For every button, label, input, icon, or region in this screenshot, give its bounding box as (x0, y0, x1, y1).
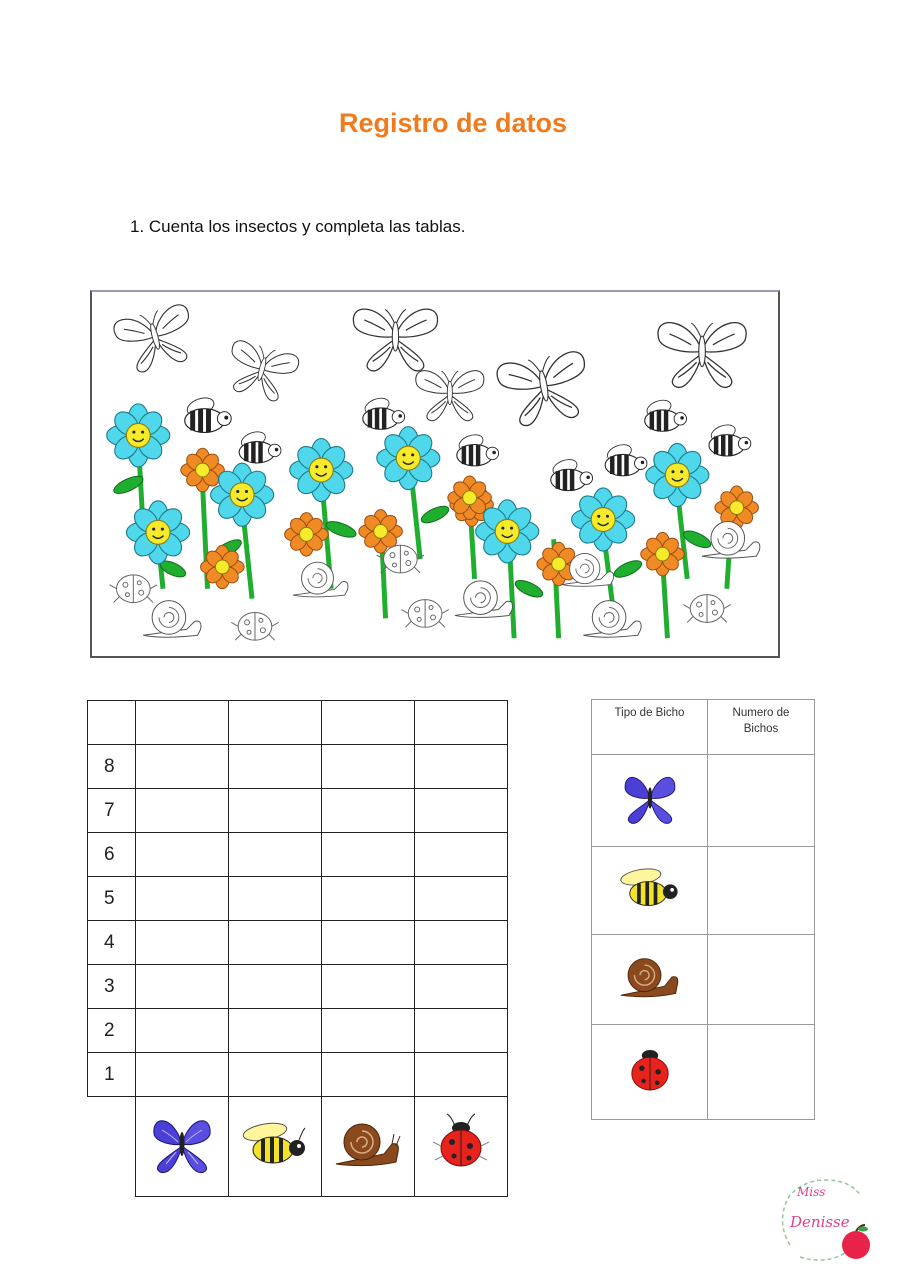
instruction-text: 1. Cuenta los insectos y completa las tablas. (130, 217, 466, 236)
tally-row-ladybug (592, 1025, 708, 1120)
grid-blank-cell (88, 1097, 136, 1197)
column-bee (229, 1097, 322, 1197)
grid-cell[interactable] (322, 833, 415, 877)
logo-line2: Denisse (790, 1213, 850, 1231)
y-axis-label: 6 (88, 833, 136, 877)
grid-cell[interactable] (136, 877, 229, 921)
grid-cell[interactable] (229, 833, 322, 877)
snail-icon (333, 1115, 403, 1173)
logo-line1: Miss (797, 1185, 826, 1199)
header-count-line2: Bichos (743, 723, 779, 735)
grid-cell[interactable] (322, 877, 415, 921)
grid-cell[interactable] (136, 1053, 229, 1097)
grid-cell[interactable] (322, 1053, 415, 1097)
grid-cell[interactable] (229, 1009, 322, 1053)
tally-count-cell[interactable] (708, 847, 815, 935)
tally-count-cell[interactable] (708, 755, 815, 847)
grid-cell[interactable] (322, 789, 415, 833)
miss-denisse-logo (770, 1175, 880, 1265)
grid-cell[interactable] (229, 877, 322, 921)
header-count-line1: Numero de (732, 707, 790, 719)
grid-cell[interactable] (415, 921, 508, 965)
grid-cell[interactable] (322, 1009, 415, 1053)
bee-icon (615, 862, 685, 914)
grid-corner-cell (88, 701, 136, 745)
header-bug-type: Tipo de Bicho (592, 700, 708, 755)
ladybug-icon (428, 1111, 494, 1177)
grid-cell[interactable] (136, 833, 229, 877)
tally-count-cell[interactable] (708, 1025, 815, 1120)
insect-garden-illustration (90, 290, 780, 658)
grid-cell[interactable] (136, 789, 229, 833)
grid-cell[interactable] (322, 745, 415, 789)
grid-cell[interactable] (136, 1009, 229, 1053)
tally-count-cell[interactable] (708, 935, 815, 1025)
page-title: Registro de datos (338, 108, 568, 138)
header-bug-count (708, 700, 815, 755)
grid-cell[interactable] (415, 833, 508, 877)
grid-cell[interactable] (136, 701, 229, 745)
grid-cell[interactable] (415, 745, 508, 789)
y-axis-label: 2 (88, 1009, 136, 1053)
grid-cell[interactable] (415, 965, 508, 1009)
y-axis-label: 1 (88, 1053, 136, 1097)
y-axis-label: 7 (88, 789, 136, 833)
grid-cell[interactable] (136, 745, 229, 789)
grid-cell[interactable] (322, 921, 415, 965)
column-ladybug (415, 1097, 508, 1197)
grid-cell[interactable] (415, 1009, 508, 1053)
grid-cell[interactable] (136, 921, 229, 965)
tally-row-bee (592, 847, 708, 935)
bee-icon (237, 1116, 313, 1172)
grid-cell[interactable] (229, 921, 322, 965)
grid-cell[interactable] (322, 701, 415, 745)
tally-row-snail (592, 935, 708, 1025)
grid-cell[interactable] (229, 789, 322, 833)
grid-cell[interactable] (415, 1053, 508, 1097)
grid-cell[interactable] (136, 965, 229, 1009)
y-axis-label: 4 (88, 921, 136, 965)
grid-cell[interactable] (322, 965, 415, 1009)
y-axis-label: 3 (88, 965, 136, 1009)
column-butterfly (136, 1097, 229, 1197)
butterfly-icon (147, 1113, 217, 1175)
snail-icon (618, 950, 682, 1004)
butterfly-icon (619, 770, 681, 826)
y-axis-label: 5 (88, 877, 136, 921)
grid-cell[interactable] (229, 745, 322, 789)
grid-cell[interactable] (229, 701, 322, 745)
grid-cell[interactable] (415, 701, 508, 745)
grid-cell[interactable] (415, 877, 508, 921)
tally-row-butterfly (592, 755, 708, 847)
ladybug-icon (620, 1040, 680, 1100)
grid-cell[interactable] (415, 789, 508, 833)
column-snail (322, 1097, 415, 1197)
tally-table (591, 699, 815, 1120)
grid-cell[interactable] (229, 1053, 322, 1097)
bar-graph-grid (87, 700, 508, 1197)
grid-cell[interactable] (229, 965, 322, 1009)
y-axis-label: 8 (88, 745, 136, 789)
